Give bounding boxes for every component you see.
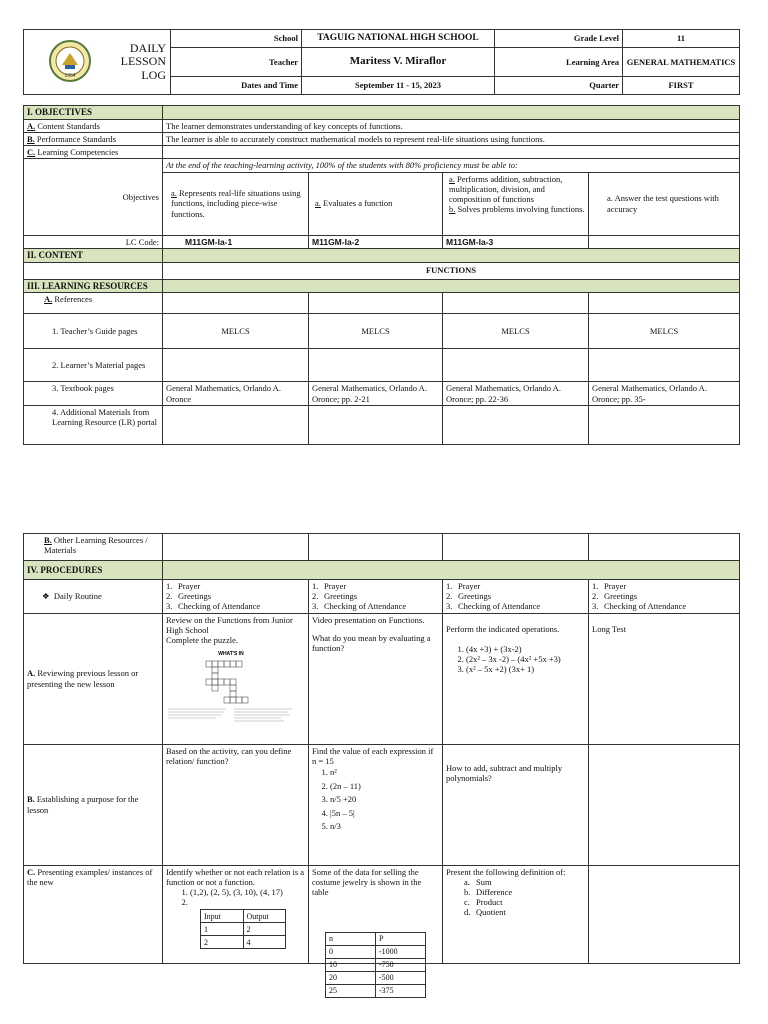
textbook-pages-2: General Mathematics, Orlando A. Oronce; pp. 2-21 [309,382,443,405]
purpose-day-2: Find the value of each expression if n = 15 1. n² 2. (2n – 11) 3. n/5 +20 4. |5n – 5| 5. n/3 [309,744,443,865]
learning-area: GENERAL MATHEMATICS [623,48,740,77]
quarter-label: Quarter [495,77,623,95]
tg-pages-2: MELCS [309,314,443,349]
routine-day-2: 1. Prayer 2. Greetings 3. Checking of Attendance [309,580,443,614]
objective-3: a. Performs addition, subtraction, multiplication, division, and composition of functions b. Solves problems involving functions. [443,172,589,235]
performance-standards-label: B. Performance Standards [24,132,163,145]
routine-day-1: 1. Prayer 2. Greetings 3. Checking of Attendance [163,580,309,614]
daily-routine-label: ❖ Daily Routine [24,580,163,614]
dates-value: September 11 - 15, 2023 [302,77,495,95]
tg-pages-label: 1. Teacher’s Guide pages [24,314,163,349]
lc-code-1: M11GM-Ia-1 [163,235,309,248]
content-standards-label: A. Content Standards [24,119,163,132]
lc-code-3: M11GM-Ia-3 [443,235,589,248]
references-label: A. References [24,293,163,314]
review-day-3: Perform the indicated operations. 1. (4x +3) + (3x-2) 2. (2x² – 3x -2) – (4x² +5x +3) 3. (x² – 5x +2) (3x+ 1) [443,613,589,744]
additional-materials-label: 4. Additional Materials from Learning Resource (LR) portal [24,405,163,444]
lc-code-2: M11GM-Ia-2 [309,235,443,248]
tg-pages-3: MELCS [443,314,589,349]
procedures-heading: IV. PROCEDURES [24,561,163,580]
lesson-table-part1 [23,105,740,445]
examples-day-1: Identify whether or not each relation is a function or not a function. 1. (1,2), (2, 5), (3, 10), (4, 17) 2. Input Output 1 2 2 4 [163,865,309,963]
objectives-intro: At the end of the teaching-learning activity, 100% of the students with 80% proficiency must be able to: [163,159,740,172]
objective-1: a. Represents real-life situations using functions, including piece-wise functions. [163,172,309,235]
objectives-heading: I. OBJECTIVES [24,106,163,120]
input-output-table: Input Output 1 2 2 4 [200,909,286,949]
purpose-day-1: Based on the activity, can you define relation/ function? [163,744,309,865]
review-day-4: Long Test [589,613,740,744]
area-label: Learning Area [495,48,623,77]
quarter-value: FIRST [623,77,740,95]
objectives-label: Objectives [24,159,163,235]
svg-text:WHAT'S IN: WHAT'S IN [218,651,244,658]
jewelry-data-table: n P 0 -1000 10 -750 20 -500 25 -375 [325,932,426,998]
performance-standards-text: The learner is able to accurately construct mathematical models to represent real-life situations using functions. [163,132,740,145]
resources-heading: III. LEARNING RESOURCES [24,279,163,293]
school-seal-icon [48,39,92,83]
grade-label: Grade Level [495,30,623,48]
textbook-pages-1: General Mathematics, Orlando A. Oronce [163,382,309,405]
examples-day-2: Some of the data for selling the costume jewelry is shown in the table [309,865,443,963]
header-table [23,29,740,95]
lc-code-label: LC Code: [24,235,163,248]
examples-day-3: Present the following definition of: a. Sum b. Difference c. Product d. Quotient [443,865,589,963]
teacher-label: Teacher [171,48,302,77]
purpose-day-3: How to add, subtract and multiply polynomials? [443,744,589,865]
review-day-1: Review on the Functions from Junior High School Complete the puzzle. WHAT'S IN [163,613,309,744]
objective-2: a. Evaluates a function [309,172,443,235]
learning-competencies-label: C. Learning Competencies [24,146,163,159]
routine-day-3: 1. Prayer 2. Greetings 3. Checking of Attendance [443,580,589,614]
document-title: DAILY LESSON LOG [116,30,171,95]
school-name: TAGUIG NATIONAL HIGH SCHOOL [302,30,495,48]
tg-pages-4: MELCS [589,314,740,349]
routine-day-4: 1. Prayer 2. Greetings 3. Checking of Attendance [589,580,740,614]
school-logo [24,30,116,95]
content-heading: II. CONTENT [24,248,163,262]
grade-level: 11 [623,30,740,48]
school-label: School [171,30,302,48]
content-value: FUNCTIONS [163,262,740,279]
reviewing-lesson-label: A. Reviewing previous lesson or presenting the new lesson [24,613,163,744]
textbook-pages-3: General Mathematics, Orlando A. Oronce; pp. 22-36 [443,382,589,405]
tg-pages-1: MELCS [163,314,309,349]
presenting-examples-label: C. Presenting examples/ instances of the new [24,865,163,963]
other-resources-label: B. Other Learning Resources / Materials [24,534,163,561]
svg-text:1964: 1964 [64,72,76,79]
lesson-table-part2 [23,533,740,964]
purpose-label: B. Establishing a purpose for the lesson [24,744,163,865]
review-day-2: Video presentation on Functions. What do you mean by evaluating a function? [309,613,443,744]
objective-4: a. Answer the test questions with accuracy [589,172,740,235]
dates-label: Dates and Time [171,77,302,95]
crossword-puzzle-image [166,649,296,727]
teacher-name: Maritess V. Miraflor [302,48,495,77]
content-standards-text: The learner demonstrates understanding of key concepts of functions. [163,119,740,132]
lm-pages-label: 2. Learner’s Material pages [24,349,163,382]
textbook-pages-label: 3. Textbook pages [24,382,163,405]
textbook-pages-4: General Mathematics, Orlando A. Oronce; pp. 35- [589,382,740,405]
